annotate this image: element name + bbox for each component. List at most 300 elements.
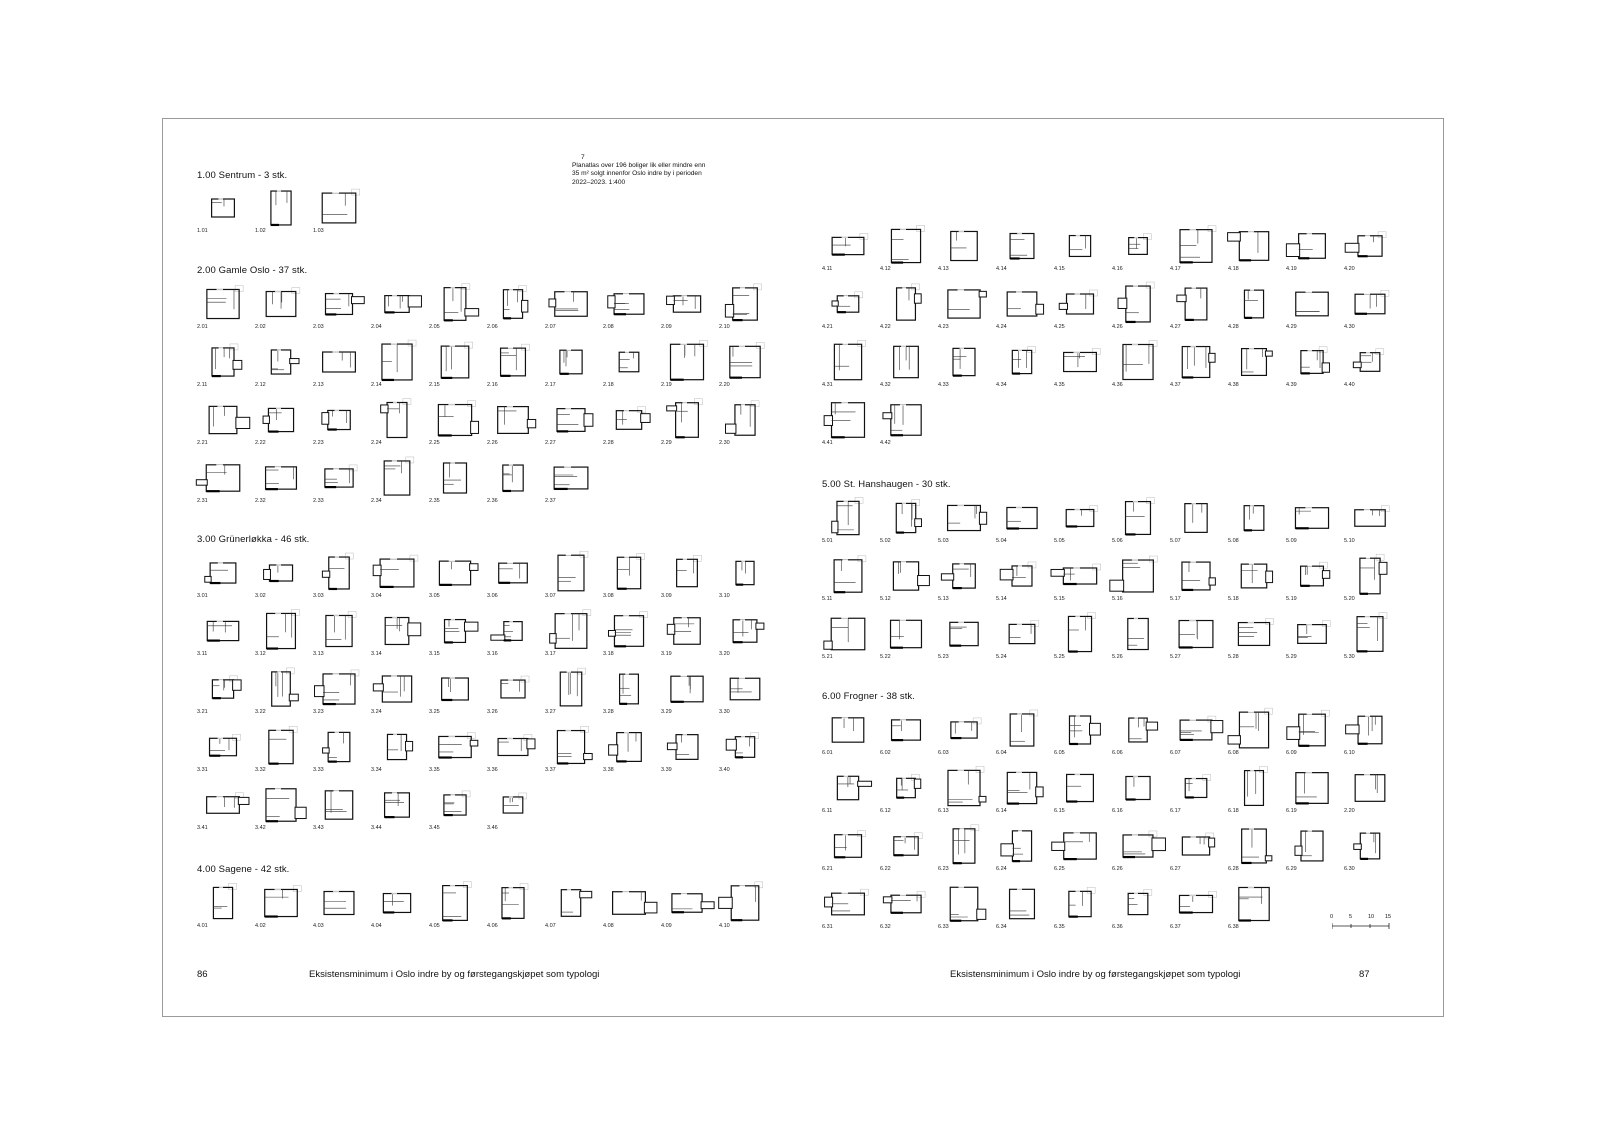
- floor-plan: [197, 608, 249, 662]
- floor-plan-drawing: [888, 613, 924, 651]
- floor-plan-drawing: [263, 457, 299, 495]
- floor-plan-label: 3.40: [719, 767, 730, 773]
- floor-plan-label: 3.36: [487, 767, 498, 773]
- floor-plan-drawing: [553, 726, 589, 764]
- floor-plan-drawing: [321, 610, 357, 648]
- floor-plan-drawing: [1062, 225, 1098, 263]
- floor-plan-drawing: [495, 399, 531, 437]
- floor-plan-drawing: [727, 399, 763, 437]
- floor-plan-label: 5.23: [938, 654, 949, 660]
- floor-plan: [487, 550, 539, 604]
- floor-plan: [719, 880, 771, 934]
- floor-plan-label: 4.11: [822, 266, 833, 272]
- floor-plan: [197, 666, 249, 720]
- floor-plan: [1112, 553, 1164, 607]
- floor-plan: [880, 495, 932, 549]
- book-spread: [162, 118, 1444, 1017]
- floor-plan-drawing: [553, 882, 589, 920]
- floor-plan: [1054, 611, 1106, 665]
- floor-plan: [429, 880, 481, 934]
- floor-plan: [880, 823, 932, 877]
- floor-plan-drawing: [830, 283, 866, 321]
- figure-caption-text: Planatlas over 196 boliger lik eller mindre enn 35 m² solgt innenfor Oslo indre by i perioden 2022–2023. 1:400: [572, 162, 706, 186]
- floor-plan-drawing: [888, 767, 924, 805]
- floor-plan-drawing: [1352, 555, 1388, 593]
- floor-plan: [255, 339, 307, 393]
- floor-plan-drawing: [321, 399, 357, 437]
- floor-plan: [822, 611, 874, 665]
- floor-plan-drawing: [1120, 341, 1156, 379]
- floor-plan-label: 3.38: [603, 767, 614, 773]
- floor-plan: [429, 724, 481, 778]
- floor-plan: [996, 281, 1048, 335]
- floor-plan: [487, 782, 539, 836]
- floor-plan-label: 3.21: [197, 709, 208, 715]
- floor-plan-label: 3.16: [487, 651, 498, 657]
- floor-plan-label: 2.20: [1344, 808, 1355, 814]
- floor-plan-drawing: [830, 613, 866, 651]
- floor-plan: [880, 397, 932, 451]
- floor-plan: [313, 608, 365, 662]
- floor-plan: [603, 666, 655, 720]
- floor-plan: [603, 397, 655, 451]
- scale-tick-label: 15: [1385, 914, 1392, 920]
- floor-plan-label: 2.16: [487, 382, 498, 388]
- floor-plan-label: 6.05: [1054, 750, 1065, 756]
- floor-plan: [938, 765, 990, 819]
- floor-plan-drawing: [263, 341, 299, 379]
- floor-plan-drawing: [1294, 613, 1330, 651]
- floor-plan-label: 4.23: [938, 324, 949, 330]
- floor-plan-drawing: [379, 283, 415, 321]
- floor-plan: [822, 495, 874, 549]
- floor-plan: [822, 765, 874, 819]
- floor-plan-drawing: [1178, 613, 1214, 651]
- floor-plan: [545, 550, 597, 604]
- floor-plan-label: 3.46: [487, 825, 498, 831]
- floor-plan-label: 4.13: [938, 266, 949, 272]
- floor-plan-label: 2.10: [719, 324, 730, 330]
- floor-plan: [429, 608, 481, 662]
- floor-plan: [996, 495, 1048, 549]
- floor-plan-label: 5.28: [1228, 654, 1239, 660]
- floor-plan: [1170, 495, 1222, 549]
- floor-plan-label: 5.30: [1344, 654, 1355, 660]
- floor-plan-drawing: [1120, 497, 1156, 535]
- floor-plan: [371, 397, 423, 451]
- floor-plan-drawing: [1062, 555, 1098, 593]
- floor-plan-label: 6.30: [1344, 866, 1355, 872]
- floor-plan-drawing: [437, 341, 473, 379]
- floor-plan: [1054, 339, 1106, 393]
- floor-plan-label: 4.42: [880, 440, 891, 446]
- floor-plan-label: 1.01: [197, 228, 208, 234]
- floor-plan-drawing: [1178, 497, 1214, 535]
- floor-plan-drawing: [205, 187, 241, 225]
- floor-plan-label: 4.25: [1054, 324, 1065, 330]
- floor-plan: [1170, 707, 1222, 761]
- floor-plan-label: 6.38: [1228, 924, 1239, 930]
- floor-plan-drawing: [437, 552, 473, 590]
- floor-plan-drawing: [205, 341, 241, 379]
- floor-plan-label: 6.26: [1112, 866, 1123, 872]
- floor-plan-drawing: [888, 225, 924, 263]
- floor-plan: [545, 608, 597, 662]
- floor-plan: [487, 880, 539, 934]
- floor-plan: [822, 397, 874, 451]
- floor-plan-drawing: [205, 784, 241, 822]
- floor-plan-label: 4.15: [1054, 266, 1065, 272]
- floor-plan-label: 2.17: [545, 382, 556, 388]
- floor-plan-label: 6.04: [996, 750, 1007, 756]
- floor-plan: [1286, 823, 1338, 877]
- floor-plan: [938, 553, 990, 607]
- floor-plan-drawing: [437, 784, 473, 822]
- floor-plan: [661, 608, 713, 662]
- floor-plan-label: 5.16: [1112, 596, 1123, 602]
- floor-plan-drawing: [495, 726, 531, 764]
- floor-plan-label: 1.03: [313, 228, 324, 234]
- floor-plan-label: 6.03: [938, 750, 949, 756]
- floor-plan-drawing: [379, 399, 415, 437]
- page-number-left: 86: [197, 969, 208, 980]
- floor-plan: [938, 707, 990, 761]
- floor-plan: [371, 608, 423, 662]
- floor-plan: [880, 553, 932, 607]
- floor-plan-drawing: [205, 283, 241, 321]
- floor-plan-label: 3.26: [487, 709, 498, 715]
- floor-plan: [197, 397, 249, 451]
- floor-plan-drawing: [379, 610, 415, 648]
- floor-plan-drawing: [379, 341, 415, 379]
- floor-plan: [429, 782, 481, 836]
- floor-plan-label: 4.31: [822, 382, 833, 388]
- floor-plan-drawing: [321, 341, 357, 379]
- floor-plan-drawing: [379, 882, 415, 920]
- floor-plan: [822, 881, 874, 935]
- floor-plan-label: 2.22: [255, 440, 266, 446]
- floor-plan-label: 4.38: [1228, 382, 1239, 388]
- floor-plan-label: 4.30: [1344, 324, 1355, 330]
- floor-plan-label: 2.01: [197, 324, 208, 330]
- floor-plan-drawing: [263, 882, 299, 920]
- floor-plan: [371, 666, 423, 720]
- floor-plan: [313, 339, 365, 393]
- floor-plan-drawing: [946, 283, 982, 321]
- floor-plan: [1054, 823, 1106, 877]
- floor-plan-label: 4.09: [661, 923, 672, 929]
- floor-plan: [371, 281, 423, 335]
- floor-plan-drawing: [1004, 341, 1040, 379]
- floor-plan: [996, 611, 1048, 665]
- floor-plan: [938, 823, 990, 877]
- floor-plan-label: 4.21: [822, 324, 833, 330]
- floor-plan-label: 4.07: [545, 923, 556, 929]
- floor-plan-drawing: [946, 883, 982, 921]
- scale-bar: [1330, 914, 1392, 934]
- floor-plan-drawing: [437, 399, 473, 437]
- floor-plan-label: 6.11: [822, 808, 833, 814]
- floor-plan: [1170, 765, 1222, 819]
- floor-plan-drawing: [1236, 283, 1272, 321]
- floor-plan-drawing: [1004, 225, 1040, 263]
- floor-plan-drawing: [263, 668, 299, 706]
- floor-plan: [1112, 223, 1164, 277]
- floor-plan-label: 5.17: [1170, 596, 1181, 602]
- floor-plan-label: 6.18: [1228, 808, 1239, 814]
- floor-plan-drawing: [495, 552, 531, 590]
- floor-plan-drawing: [1236, 883, 1272, 921]
- floor-plan: [1228, 281, 1280, 335]
- floor-plan-label: 6.09: [1286, 750, 1297, 756]
- floor-plan-label: 3.24: [371, 709, 382, 715]
- floor-plan-drawing: [611, 341, 647, 379]
- floor-plan: [545, 880, 597, 934]
- floor-plan: [313, 666, 365, 720]
- floor-plan: [1170, 881, 1222, 935]
- floor-plan-label: 5.08: [1228, 538, 1239, 544]
- floor-plan-drawing: [888, 555, 924, 593]
- floor-plan-drawing: [1236, 225, 1272, 263]
- floor-plan-drawing: [669, 668, 705, 706]
- floor-plan-label: 6.06: [1112, 750, 1123, 756]
- floor-plan-drawing: [1062, 825, 1098, 863]
- floor-plan: [661, 550, 713, 604]
- floor-plan-drawing: [727, 726, 763, 764]
- floor-plan: [197, 550, 249, 604]
- floor-plan: [313, 455, 365, 509]
- floor-plan-drawing: [1294, 497, 1330, 535]
- floor-plan-drawing: [553, 552, 589, 590]
- floor-plan: [1112, 765, 1164, 819]
- floor-plan: [313, 281, 365, 335]
- floor-plan-label: 6.35: [1054, 924, 1065, 930]
- floor-plan: [371, 782, 423, 836]
- floor-plan: [1228, 707, 1280, 761]
- floor-plan-label: 6.24: [996, 866, 1007, 872]
- floor-plan-drawing: [1294, 225, 1330, 263]
- floor-plan-label: 2.20: [719, 382, 730, 388]
- floor-plan-drawing: [611, 882, 647, 920]
- floor-plan: [880, 339, 932, 393]
- floor-plan-label: 3.04: [371, 593, 382, 599]
- floor-plan-drawing: [1178, 225, 1214, 263]
- floor-plan: [719, 608, 771, 662]
- floor-plan-label: 6.02: [880, 750, 891, 756]
- floor-plan: [255, 880, 307, 934]
- floor-plan-drawing: [1120, 883, 1156, 921]
- floor-plan: [603, 880, 655, 934]
- floor-plan-drawing: [1004, 709, 1040, 747]
- floor-plan-drawing: [1120, 555, 1156, 593]
- floor-plan-label: 2.35: [429, 498, 440, 504]
- floor-plan-label: 4.35: [1054, 382, 1065, 388]
- floor-plan: [197, 782, 249, 836]
- floor-plan: [1344, 281, 1396, 335]
- floor-plan-label: 3.28: [603, 709, 614, 715]
- floor-plan-drawing: [830, 497, 866, 535]
- floor-plan-drawing: [1178, 555, 1214, 593]
- scale-tick-label: 10: [1368, 914, 1375, 920]
- floor-plan: [1286, 339, 1338, 393]
- floor-plan: [719, 550, 771, 604]
- floor-plan-drawing: [553, 610, 589, 648]
- floor-plan-drawing: [1120, 767, 1156, 805]
- floor-plan-drawing: [553, 668, 589, 706]
- floor-plan: [996, 339, 1048, 393]
- floor-plan: [487, 608, 539, 662]
- floor-plan-drawing: [205, 668, 241, 706]
- floor-plan: [996, 223, 1048, 277]
- floor-plan: [1228, 765, 1280, 819]
- floor-plan-label: 5.24: [996, 654, 1007, 660]
- floor-plan-drawing: [669, 610, 705, 648]
- floor-plan: [719, 397, 771, 451]
- district-heading: 1.00 Sentrum - 3 stk.: [197, 170, 288, 181]
- floor-plan-label: 3.45: [429, 825, 440, 831]
- floor-plan-drawing: [437, 882, 473, 920]
- floor-plan-drawing: [437, 283, 473, 321]
- floor-plan-label: 3.34: [371, 767, 382, 773]
- floor-plan-drawing: [205, 610, 241, 648]
- floor-plan: [1344, 765, 1396, 819]
- floor-plan-label: 2.04: [371, 324, 382, 330]
- floor-plan-label: 3.19: [661, 651, 672, 657]
- floor-plan-label: 4.28: [1228, 324, 1239, 330]
- floor-plan-label: 2.03: [313, 324, 324, 330]
- floor-plan-label: 2.34: [371, 498, 382, 504]
- floor-plan-drawing: [669, 552, 705, 590]
- floor-plan-drawing: [205, 726, 241, 764]
- floor-plan-drawing: [888, 341, 924, 379]
- floor-plan-drawing: [669, 399, 705, 437]
- floor-plan-drawing: [1120, 709, 1156, 747]
- floor-plan: [661, 666, 713, 720]
- floor-plan: [661, 724, 713, 778]
- floor-plan: [880, 223, 932, 277]
- floor-plan-drawing: [669, 726, 705, 764]
- floor-plan: [719, 339, 771, 393]
- floor-plan: [661, 397, 713, 451]
- floor-plan-label: 6.19: [1286, 808, 1297, 814]
- floor-plan: [996, 881, 1048, 935]
- floor-plan-drawing: [321, 726, 357, 764]
- floor-plan-drawing: [1236, 767, 1272, 805]
- floor-plan-label: 6.22: [880, 866, 891, 872]
- floor-plan: [487, 666, 539, 720]
- floor-plan-label: 5.21: [822, 654, 833, 660]
- floor-plan-label: 3.35: [429, 767, 440, 773]
- floor-plan: [255, 608, 307, 662]
- floor-plan: [938, 611, 990, 665]
- floor-plan-label: 3.29: [661, 709, 672, 715]
- floor-plan-label: 2.05: [429, 324, 440, 330]
- floor-plan: [822, 823, 874, 877]
- floor-plan-drawing: [1178, 283, 1214, 321]
- floor-plan-drawing: [1352, 825, 1388, 863]
- district-heading: 5.00 St. Hanshaugen - 30 stk.: [822, 479, 951, 490]
- floor-plan-label: 2.15: [429, 382, 440, 388]
- floor-plan-label: 5.15: [1054, 596, 1065, 602]
- floor-plan-label: 2.30: [719, 440, 730, 446]
- floor-plan: [255, 724, 307, 778]
- floor-plan-label: 2.02: [255, 324, 266, 330]
- floor-plan: [429, 339, 481, 393]
- floor-plan: [603, 608, 655, 662]
- floor-plan-label: 2.13: [313, 382, 324, 388]
- floor-plan-drawing: [888, 709, 924, 747]
- floor-plan: [1286, 495, 1338, 549]
- floor-plan-label: 6.27: [1170, 866, 1181, 872]
- floor-plan-drawing: [321, 283, 357, 321]
- floor-plan-drawing: [1004, 555, 1040, 593]
- floor-plan-drawing: [1178, 767, 1214, 805]
- floor-plan-drawing: [379, 668, 415, 706]
- floor-plan-label: 4.29: [1286, 324, 1297, 330]
- floor-plan: [1344, 707, 1396, 761]
- floor-plan-label: 3.33: [313, 767, 324, 773]
- floor-plan-drawing: [321, 552, 357, 590]
- floor-plan-drawing: [669, 283, 705, 321]
- floor-plan: [719, 281, 771, 335]
- floor-plan-drawing: [727, 610, 763, 648]
- floor-plan-label: 4.26: [1112, 324, 1123, 330]
- floor-plan-label: 2.08: [603, 324, 614, 330]
- floor-plan-label: 3.22: [255, 709, 266, 715]
- floor-plan-drawing: [830, 709, 866, 747]
- floor-plan-label: 3.07: [545, 593, 556, 599]
- floor-plan: [545, 666, 597, 720]
- floor-plan-label: 2.26: [487, 440, 498, 446]
- floor-plan-drawing: [830, 399, 866, 437]
- floor-plan-label: 2.11: [197, 382, 208, 388]
- floor-plan: [545, 455, 597, 509]
- floor-plan-label: 3.06: [487, 593, 498, 599]
- floor-plan-label: 3.43: [313, 825, 324, 831]
- floor-plan: [1344, 223, 1396, 277]
- floor-plan-label: 5.19: [1286, 596, 1297, 602]
- district-heading: 6.00 Frogner - 38 stk.: [822, 691, 916, 702]
- floor-plan: [487, 339, 539, 393]
- floor-plan: [822, 553, 874, 607]
- floor-plan-label: 6.32: [880, 924, 891, 930]
- floor-plan-label: 5.11: [822, 596, 833, 602]
- floor-plan-label: 4.33: [938, 382, 949, 388]
- floor-plan-label: 4.40: [1344, 382, 1355, 388]
- floor-plan: [1228, 881, 1280, 935]
- floor-plan: [1344, 823, 1396, 877]
- floor-plan-label: 6.15: [1054, 808, 1065, 814]
- floor-plan: [1228, 339, 1280, 393]
- floor-plan-drawing: [379, 784, 415, 822]
- floor-plan-label: 3.02: [255, 593, 266, 599]
- floor-plan: [661, 339, 713, 393]
- floor-plan: [487, 281, 539, 335]
- floor-plan-label: 4.20: [1344, 266, 1355, 272]
- floor-plan-drawing: [321, 457, 357, 495]
- floor-plan-label: 4.01: [197, 923, 208, 929]
- floor-plan-label: 2.21: [197, 440, 208, 446]
- floor-plan: [545, 281, 597, 335]
- floor-plan-label: 2.28: [603, 440, 614, 446]
- floor-plan-drawing: [1062, 283, 1098, 321]
- floor-plan-drawing: [946, 555, 982, 593]
- floor-plan: [822, 339, 874, 393]
- floor-plan: [1054, 553, 1106, 607]
- floor-plan-label: 3.14: [371, 651, 382, 657]
- floor-plan: [1112, 495, 1164, 549]
- floor-plan: [719, 666, 771, 720]
